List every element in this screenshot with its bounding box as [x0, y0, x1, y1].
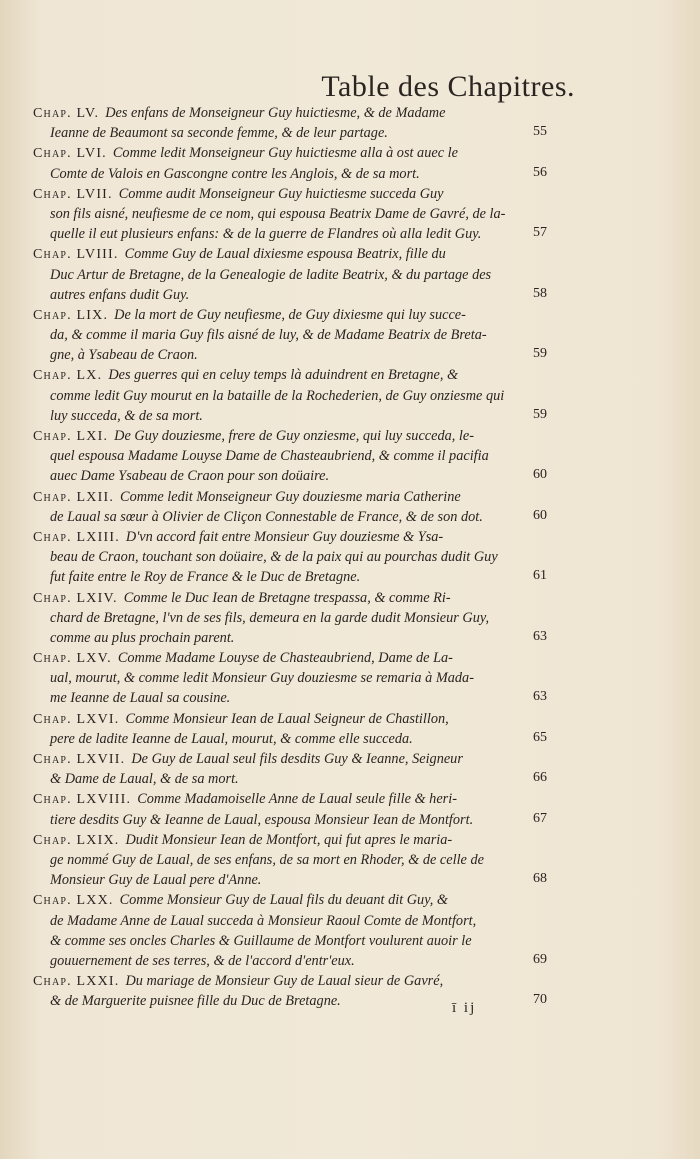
entry-line [33, 790, 545, 810]
entry-line [33, 710, 545, 730]
entry-line [33, 891, 545, 911]
chapter-title-text: comme ledit Guy mourut en la bataille de la Rochederien, de Guy onziesme qui [50, 387, 505, 404]
page-number: 56 [533, 164, 547, 180]
chapter-list [33, 104, 545, 1012]
chapter-number: Chap. LXIX. [33, 832, 120, 848]
entry-line [33, 407, 545, 427]
page-number: 60 [533, 507, 547, 523]
chapter-title-text: Comme ledit Monseigneur Guy huictiesme alla à ost auec le [112, 145, 458, 162]
signature-mark: ī ij [452, 1000, 477, 1016]
chapter-title-text: ual, mourut, & comme ledit Monsieur Guy douziesme se remaria à Mada- [50, 670, 474, 687]
chapter-title-text: D'vn accord fait entre Monsieur Guy douziesme & Ysa- [125, 528, 444, 545]
chapter-title-text: & Dame de Laual, & de sa mort. [50, 771, 239, 788]
chapter-title-text: da, & comme il maria Guy fils aisné de luy, & de Madame Beatrix de Breta- [50, 327, 487, 344]
chapter-title-text: & de Marguerite puisnee fille du Duc de Bretagne. [50, 993, 341, 1010]
page-title: Table des Chapitres. [321, 70, 575, 103]
chapter-number: Chap. LXIII. [33, 529, 120, 545]
chapter-entry [33, 790, 545, 830]
entry-line [33, 811, 545, 831]
page-number: 61 [533, 568, 547, 584]
page-number: 66 [533, 770, 547, 786]
chapter-title-text: Des guerres qui en celuy temps là aduindrent en Bretagne, & [108, 367, 459, 384]
chapter-number: Chap. LXVI. [33, 711, 120, 727]
chapter-entry [33, 366, 545, 427]
chapter-number: Chap. LVIII. [33, 247, 119, 263]
chapter-number: Chap. LXVIII. [33, 792, 132, 808]
entry-line [33, 609, 545, 629]
chapter-title-text: Duc Artur de Bretagne, de la Genealogie de ladite Beatrix, & du partage des [50, 266, 492, 283]
chapter-entry [33, 427, 545, 488]
chapter-number: Chap. LXX. [33, 893, 114, 909]
chapter-title-text: Comme Monsieur Iean de Laual Seigneur de Chastillon, [125, 710, 449, 727]
entry-line [33, 205, 545, 225]
entry-line [33, 326, 545, 346]
chapter-title-text: Du mariage de Monsieur Guy de Laual sieur de Gavré, [125, 973, 444, 990]
chapter-title-text: Comme audit Monseigneur Guy huictiesme succeda Guy [118, 185, 444, 202]
entry-line [33, 165, 545, 185]
page-number: 60 [533, 467, 547, 483]
chapter-title-text: Comme Guy de Laual dixiesme espousa Beatrix, fille du [124, 246, 446, 263]
entry-line [33, 508, 545, 528]
chapter-title-text: quel espousa Madame Louyse Dame de Chasteaubriend, & comme il pacifia [50, 448, 489, 465]
chapter-number: Chap. LXV. [33, 651, 112, 667]
entry-line [33, 851, 545, 871]
entry-line [33, 306, 545, 326]
chapter-number: Chap. LXI. [33, 429, 109, 444]
entry-line [33, 689, 545, 709]
chapter-entry [33, 185, 545, 246]
entry-line [33, 185, 545, 205]
page-number: 57 [533, 225, 547, 241]
entry-line [33, 649, 545, 669]
chapter-title-text: me Ieanne de Laual sa cousine. [50, 690, 231, 707]
page-number: 63 [533, 689, 547, 705]
chapter-number: Chap. LVI. [33, 146, 107, 162]
chapter-title-text: de Laual sa sœur à Olivier de Cliçon Connestable de France, & de son dot. [50, 508, 483, 525]
chapter-title-text: de Madame Anne de Laual succeda à Monsieur Raoul Comte de Montfort, [50, 912, 477, 929]
chapter-title-text: Comme Monsieur Guy de Laual fils du deuant dit Guy, & [119, 892, 449, 909]
page-number: 59 [533, 406, 547, 422]
chapter-title-text: De Guy de Laual seul fils desdits Guy & Ieanne, Seigneur [131, 751, 463, 767]
entry-line [33, 831, 545, 851]
page-number: 58 [533, 285, 547, 301]
chapter-title-text: & comme ses oncles Charles & Guillaume de Montfort voulurent auoir le [50, 932, 472, 949]
chapter-title-text: pere de ladite Ieanne de Laual, mourut, & comme elle succeda. [50, 730, 413, 747]
entry-line [33, 750, 545, 770]
chapter-title-text: De la mort de Guy neufiesme, de Guy dixiesme qui luy succe- [114, 306, 466, 323]
chapter-entry [33, 831, 545, 892]
chapter-entry [33, 306, 545, 367]
chapter-title-text: Des enfans de Monseigneur Guy huictiesme, & de Madame [105, 105, 446, 121]
chapter-number: Chap. LVII. [33, 186, 113, 202]
chapter-title-text: son fils aisné, neufiesme de ce nom, qui espousa Beatrix Dame de Gavré, de la- [50, 205, 506, 222]
chapter-entry [33, 649, 545, 710]
entry-line [33, 144, 545, 164]
entry-line [33, 245, 545, 265]
chapter-number: Chap. LX. [33, 368, 103, 384]
entry-line [33, 871, 545, 891]
chapter-entry [33, 104, 545, 144]
page-number: 65 [533, 729, 547, 745]
chapter-title-text: Comme le Duc Iean de Bretagne trespassa, & comme Ri- [123, 589, 451, 606]
entry-line [33, 346, 545, 366]
entry-line [33, 548, 545, 568]
chapter-title-text: Comme ledit Monseigneur Guy douziesme maria Catherine [120, 488, 461, 505]
entry-line [33, 266, 545, 286]
entry-line [33, 427, 545, 447]
entry-line [33, 488, 545, 508]
chapter-number: Chap. LXVII. [33, 752, 126, 767]
entry-line [33, 972, 545, 992]
entry-line [33, 589, 545, 609]
page-number: 69 [533, 951, 547, 967]
chapter-title-text: comme au plus prochain parent. [50, 629, 235, 646]
chapter-number: Chap. LIX. [33, 307, 109, 323]
chapter-entry [33, 488, 545, 528]
chapter-title-text: chard de Bretagne, l'vn de ses fils, demeura en la garde dudit Monsieur Guy, [50, 609, 490, 626]
entry-line [33, 669, 545, 689]
chapter-title-text: autres enfans dudit Guy. [50, 286, 190, 303]
chapter-entry [33, 528, 545, 589]
chapter-title-text: Dudit Monsieur Iean de Montfort, qui fut apres le maria- [125, 831, 453, 848]
chapter-title-text: tiere desdits Guy & Ieanne de Laual, espousa Monsieur Iean de Montfort. [50, 811, 474, 828]
chapter-title-text: Monsieur Guy de Laual pere d'Anne. [50, 872, 262, 889]
chapter-title-text: Comte de Valois en Gascongne contre les Anglois, & de sa mort. [50, 165, 420, 182]
chapter-title-text: Comme Madamoiselle Anne de Laual seule fille & heri- [137, 791, 457, 808]
chapter-title-text: quelle il eut plusieurs enfans: & de la guerre de Flandres où alla ledit Guy. [50, 226, 482, 243]
page-number: 68 [533, 871, 547, 887]
entry-line [33, 770, 545, 790]
entry-line [33, 286, 545, 306]
entry-line [33, 387, 545, 407]
entry-line [33, 124, 545, 144]
chapter-entry [33, 891, 545, 972]
chapter-title-text: Ieanne de Beaumont sa seconde femme, & de leur partage. [50, 125, 388, 142]
entry-line [33, 629, 545, 649]
chapter-title-text: fut faite entre le Roy de France & le Duc de Bretagne. [50, 569, 361, 586]
entry-line [33, 366, 545, 386]
chapter-number: Chap. LV. [33, 106, 100, 121]
chapter-entry [33, 750, 545, 790]
page-number: 67 [533, 810, 547, 826]
chapter-entry [33, 589, 545, 650]
entry-line [33, 912, 545, 932]
entry-line [33, 104, 545, 124]
page-number: 55 [533, 124, 547, 140]
entry-line [33, 952, 545, 972]
entry-line [33, 225, 545, 245]
page-number: 59 [533, 346, 547, 362]
entry-line [33, 730, 545, 750]
entry-line [33, 932, 545, 952]
chapter-title-text: De Guy douziesme, frere de Guy onziesme, qui luy succeda, le- [114, 428, 475, 444]
chapter-title-text: Comme Madame Louyse de Chasteaubriend, Dame de La- [117, 650, 453, 667]
chapter-number: Chap. LXXI. [33, 974, 120, 990]
chapter-entry [33, 710, 545, 750]
page-number: 63 [533, 628, 547, 644]
chapter-title-text: beau de Craon, touchant son doüaire, & de la paix qui au pourchas dudit Guy [50, 549, 498, 566]
chapter-title-text: gouuernement de ses terres, & de l'accord d'entr'eux. [50, 952, 355, 969]
chapter-number: Chap. LXII. [33, 489, 115, 505]
chapter-title-text: ge nommé Guy de Laual, de ses enfans, de sa mort en Rhoder, & de celle de [50, 851, 484, 868]
entry-line [33, 467, 545, 487]
chapter-entry [33, 144, 545, 184]
entry-line [33, 447, 545, 467]
chapter-number: Chap. LXIV. [33, 590, 118, 606]
entry-line [33, 528, 545, 548]
chapter-title-text: luy succeda, & de sa mort. [50, 407, 203, 424]
page-number: 70 [533, 992, 547, 1008]
chapter-title-text: auec Dame Ysabeau de Craon pour son doüaire. [50, 468, 330, 485]
entry-line [33, 568, 545, 588]
chapter-entry [33, 245, 545, 306]
chapter-title-text: gne, à Ysabeau de Craon. [50, 347, 198, 364]
